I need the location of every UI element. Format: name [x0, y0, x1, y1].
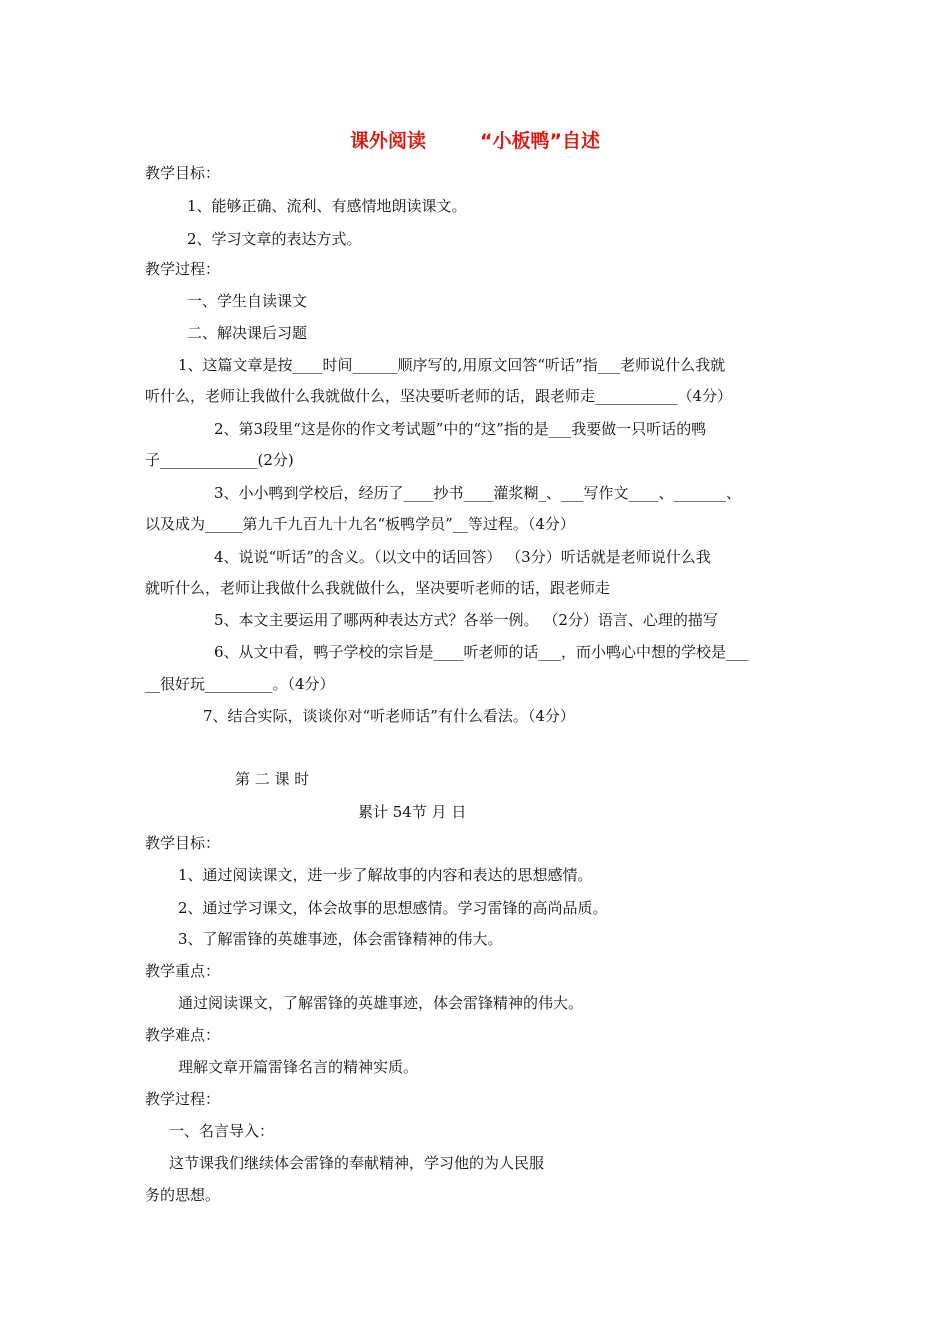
lesson-heading: 第 二 课 时: [235, 770, 310, 788]
section-heading-difficulty: 教学难点：: [145, 1026, 221, 1044]
document-title: [0, 126, 950, 153]
intro-paragraph-line-1: 这节课我们继续体会雷锋的奉献精神，学习他的为人民服: [169, 1154, 545, 1172]
goal2-item-2: 2、通过学习课文，体会故事的思想感情。学习雷锋的高尚品质。: [178, 899, 608, 917]
title-part-1: 课外阅读: [350, 130, 427, 152]
question-6-line-1: 6、从文中看，鸭子学校的宗旨是____听老师的话___，而小鸭心中想的学校是___: [214, 643, 749, 661]
key-point-text: 通过阅读课文，了解雷锋的英雄事迹，体会雷锋精神的伟大。: [178, 994, 584, 1012]
step2-1: 一、名言导入：: [169, 1122, 275, 1140]
goal-item-2: 2、学习文章的表达方式。: [187, 230, 362, 248]
section-heading-process: 教学过程：: [145, 260, 221, 278]
section-heading-goals-2: 教学目标：: [145, 834, 221, 852]
question-4-line-2: 就听什么，老师让我做什么我就做什么，坚决要听老师的话，跟老师走: [145, 579, 611, 597]
question-5: 5、本文主要运用了哪两种表达方式？各举一例。 （2分）语言、心理的描写: [214, 611, 718, 629]
goal2-item-1: 1、通过阅读课文，进一步了解故事的内容和表达的思想感情。: [178, 866, 593, 884]
section-heading-process-2: 教学过程：: [145, 1090, 221, 1108]
title-part-2: “小板鸭”自述: [480, 130, 600, 152]
goal-item-1: 1、能够正确、流利、有感情地朗读课文。: [187, 197, 467, 215]
question-7: 7、结合实际，谈谈你对“听老师话”有什么看法。（4分）: [203, 707, 575, 725]
question-2-line-2: 子_____________(2分): [145, 451, 294, 469]
question-2-line-1: 2、第3段里“这是你的作文考试题”中的“这”指的是___我要做一只听话的鸭: [214, 420, 707, 438]
question-3-line-1: 3、小小鸭到学校后，经历了____抄书____灌浆糊_、___写作文____、_______、: [214, 484, 742, 502]
lesson-counter-date: 累计 54节 月 日: [358, 803, 467, 821]
step-2: 二、解决课后习题: [187, 324, 308, 342]
intro-paragraph-line-2: 务的思想。: [145, 1186, 221, 1204]
section-heading-goals: 教学目标：: [145, 164, 221, 182]
difficulty-text: 理解文章开篇雷锋名言的精神实质。: [178, 1058, 419, 1076]
question-6-line-2: __很好玩_________。（4分）: [145, 675, 335, 693]
question-1-line-1: 1、这篇文章是按____时间______顺序写的,用原文回答“听话”指___老师说什么我就: [178, 356, 726, 374]
goal2-item-3: 3、了解雷锋的英雄事迹，体会雷锋精神的伟大。: [178, 930, 503, 948]
question-4-line-1: 4、说说“听话”的含义。（以文中的话回答） （3分）听话就是老师说什么我: [214, 548, 711, 566]
section-heading-key: 教学重点：: [145, 962, 221, 980]
question-1-line-2: 听什么，老师让我做什么我就做什么，坚决要听老师的话，跟老师走___________（4分）: [145, 387, 733, 405]
question-3-line-2: 以及成为_____第九千九百九十九名“板鸭学员”__等过程。（4分）: [145, 515, 575, 533]
step-1: 一、学生自读课文: [187, 292, 308, 310]
